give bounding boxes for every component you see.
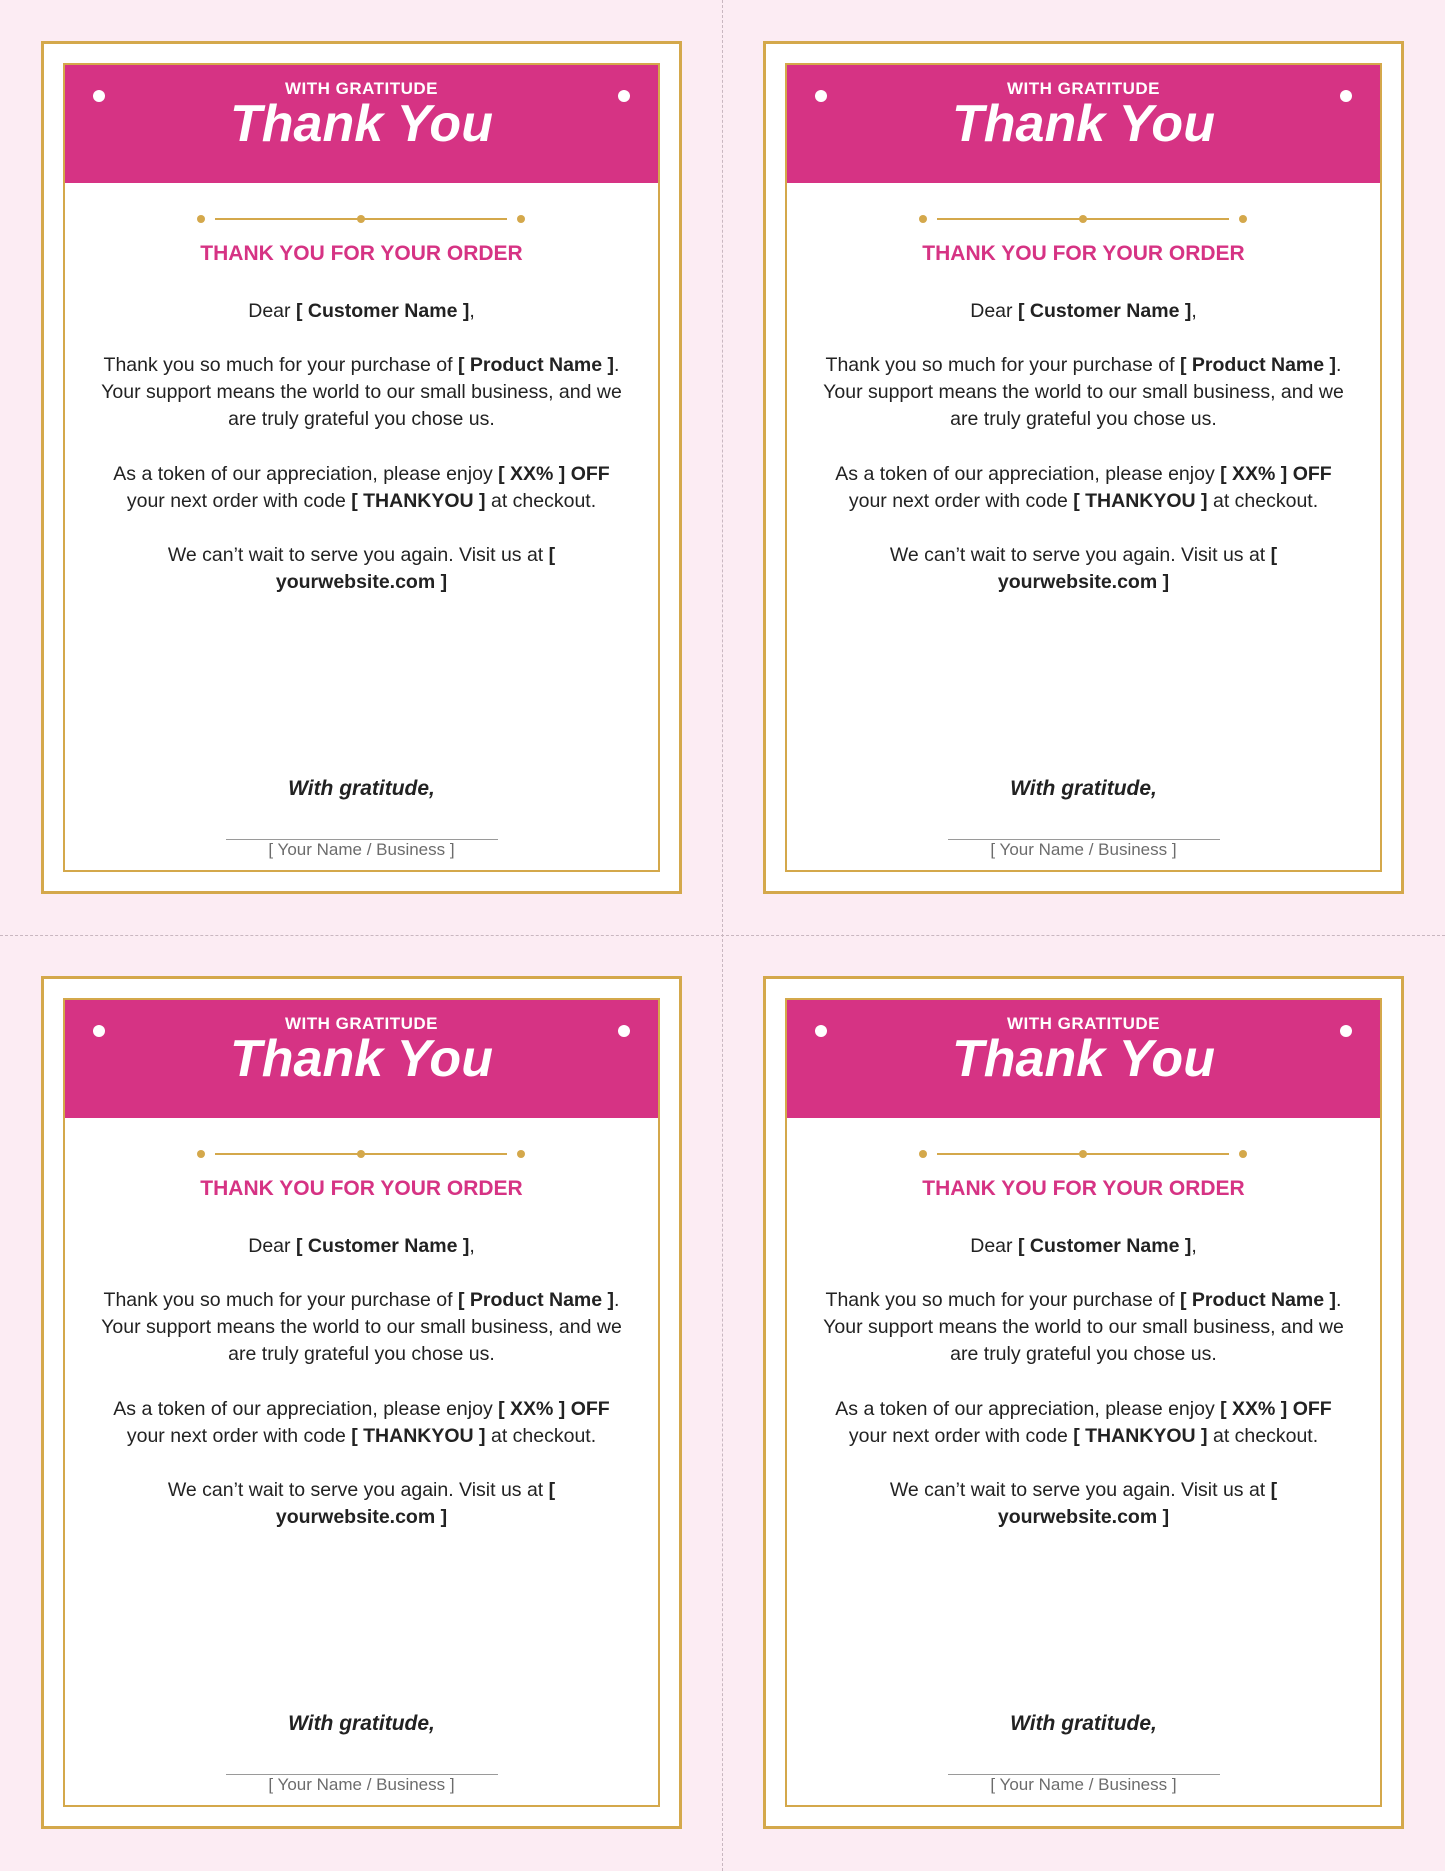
signoff: With gratitude, <box>1010 777 1157 800</box>
greeting-dear: Dear <box>248 300 291 322</box>
discount-code-placeholder: [ THANKYOU ] <box>1073 1425 1208 1447</box>
divider-dot-icon <box>1079 215 1087 223</box>
paragraph-discount-mid: your next order with code <box>848 490 1068 512</box>
discount-placeholder: [ XX% ] OFF <box>498 463 610 485</box>
paragraph-discount <box>817 1396 1350 1450</box>
paragraph-thanks <box>817 1287 1350 1368</box>
product-name-placeholder: [ Product Name ] <box>1179 354 1337 376</box>
divider-dot-icon <box>1239 215 1247 223</box>
paragraph-visit-start: We can’t wait to serve you again. Visit us at <box>889 544 1266 566</box>
greeting-dear: Dear <box>248 1235 291 1257</box>
discount-placeholder: [ XX% ] OFF <box>1220 1398 1332 1420</box>
paragraph-discount-end: at checkout. <box>1212 490 1319 512</box>
signoff: With gratitude, <box>288 1712 435 1735</box>
discount-placeholder: [ XX% ] OFF <box>498 1398 610 1420</box>
greeting-dear: Dear <box>970 300 1013 322</box>
thank-you-card <box>41 976 682 1829</box>
greeting-suffix: , <box>469 300 475 322</box>
discount-placeholder: [ XX% ] OFF <box>1220 463 1332 485</box>
paragraph-discount-mid: your next order with code <box>126 1425 346 1447</box>
divider-dot-icon <box>197 215 205 223</box>
paragraph-thanks-start: Thank you so much for your purchase of <box>825 354 1175 376</box>
paragraph-discount-end: at checkout. <box>490 490 597 512</box>
product-name-placeholder: [ Product Name ] <box>1179 1289 1337 1311</box>
greeting <box>817 298 1350 325</box>
signature-name-placeholder: [ Your Name / Business ] <box>990 1775 1177 1794</box>
greeting-suffix: , <box>1191 1235 1197 1257</box>
banner-eyebrow: WITH GRATITUDE <box>1006 1014 1161 1033</box>
paragraph-visit <box>817 542 1350 596</box>
gold-divider-ornament <box>197 1148 525 1160</box>
paragraph-visit <box>95 542 628 596</box>
paragraph-thanks-start: Thank you so much for your purchase of <box>825 1289 1175 1311</box>
greeting <box>817 1233 1350 1260</box>
banner-eyebrow: WITH GRATITUDE <box>284 79 439 98</box>
website-placeholder: [ yourwebsite.com ] <box>275 544 556 593</box>
card-inner-frame <box>785 998 1382 1807</box>
discount-code-placeholder: [ THANKYOU ] <box>351 1425 486 1447</box>
customer-name-placeholder: [ Customer Name ] <box>1017 1235 1192 1257</box>
thank-you-card <box>41 41 682 894</box>
product-name-placeholder: [ Product Name ] <box>457 354 615 376</box>
greeting <box>95 1233 628 1260</box>
banner-title: Thank You <box>230 1030 493 1088</box>
gold-divider-ornament <box>919 1148 1247 1160</box>
card-banner <box>65 1000 658 1118</box>
card-heading: THANK YOU FOR YOUR ORDER <box>200 242 523 265</box>
paragraph-discount-mid: your next order with code <box>848 1425 1068 1447</box>
website-placeholder: [ yourwebsite.com ] <box>997 544 1278 593</box>
paragraph-thanks-end: . Your support means the world to our small business, and we are truly grateful you chose us. <box>823 354 1344 430</box>
divider-dot-icon <box>1239 1150 1247 1158</box>
banner-title: Thank You <box>952 95 1215 153</box>
paragraph-thanks <box>95 352 628 433</box>
paragraph-discount-mid: your next order with code <box>126 490 346 512</box>
banner-eyebrow: WITH GRATITUDE <box>1006 79 1161 98</box>
paragraph-discount <box>817 461 1350 515</box>
gold-divider-ornament <box>197 213 525 225</box>
paragraph-visit <box>95 1477 628 1531</box>
card-inner-frame <box>63 63 660 872</box>
banner-eyebrow: WITH GRATITUDE <box>284 1014 439 1033</box>
card-heading: THANK YOU FOR YOUR ORDER <box>922 242 1245 265</box>
signoff: With gratitude, <box>288 777 435 800</box>
paragraph-discount-start: As a token of our appreciation, please enjoy <box>113 1398 493 1420</box>
paragraph-thanks-end: . Your support means the world to our small business, and we are truly grateful you chose us. <box>101 354 622 430</box>
paragraph-visit <box>817 1477 1350 1531</box>
card-banner <box>787 1000 1380 1118</box>
card-banner <box>787 65 1380 183</box>
paragraph-thanks-start: Thank you so much for your purchase of <box>103 1289 453 1311</box>
customer-name-placeholder: [ Customer Name ] <box>1017 300 1192 322</box>
paragraph-discount <box>95 1396 628 1450</box>
divider-dot-icon <box>197 1150 205 1158</box>
paragraph-visit-start: We can’t wait to serve you again. Visit us at <box>167 544 544 566</box>
paragraph-thanks-end: . Your support means the world to our small business, and we are truly grateful you chose us. <box>823 1289 1344 1365</box>
website-placeholder: [ yourwebsite.com ] <box>997 1479 1278 1528</box>
discount-code-placeholder: [ THANKYOU ] <box>351 490 486 512</box>
product-name-placeholder: [ Product Name ] <box>457 1289 615 1311</box>
card-heading: THANK YOU FOR YOUR ORDER <box>922 1177 1245 1200</box>
divider-dot-icon <box>517 1150 525 1158</box>
signature-name-placeholder: [ Your Name / Business ] <box>268 1775 455 1794</box>
customer-name-placeholder: [ Customer Name ] <box>295 1235 470 1257</box>
divider-dot-icon <box>919 1150 927 1158</box>
divider-dot-icon <box>1079 1150 1087 1158</box>
signature-name-placeholder: [ Your Name / Business ] <box>990 840 1177 859</box>
customer-name-placeholder: [ Customer Name ] <box>295 300 470 322</box>
paragraph-visit-start: We can’t wait to serve you again. Visit us at <box>167 1479 544 1501</box>
card-heading: THANK YOU FOR YOUR ORDER <box>200 1177 523 1200</box>
greeting <box>95 298 628 325</box>
paragraph-thanks <box>817 352 1350 433</box>
signoff: With gratitude, <box>1010 1712 1157 1735</box>
paragraph-visit-start: We can’t wait to serve you again. Visit us at <box>889 1479 1266 1501</box>
paragraph-thanks-end: . Your support means the world to our small business, and we are truly grateful you chose us. <box>101 1289 622 1365</box>
divider-dot-icon <box>357 215 365 223</box>
card-banner <box>65 65 658 183</box>
paragraph-discount-end: at checkout. <box>1212 1425 1319 1447</box>
discount-code-placeholder: [ THANKYOU ] <box>1073 490 1208 512</box>
greeting-suffix: , <box>1191 300 1197 322</box>
divider-dot-icon <box>919 215 927 223</box>
cut-guide-horizontal <box>0 935 1445 936</box>
paragraph-thanks-start: Thank you so much for your purchase of <box>103 354 453 376</box>
thank-you-card <box>763 41 1404 894</box>
gold-divider-ornament <box>919 213 1247 225</box>
paragraph-discount <box>95 461 628 515</box>
banner-title: Thank You <box>952 1030 1215 1088</box>
website-placeholder: [ yourwebsite.com ] <box>275 1479 556 1528</box>
paragraph-discount-end: at checkout. <box>490 1425 597 1447</box>
divider-dot-icon <box>357 1150 365 1158</box>
card-inner-frame <box>63 998 660 1807</box>
banner-title: Thank You <box>230 95 493 153</box>
greeting-dear: Dear <box>970 1235 1013 1257</box>
paragraph-discount-start: As a token of our appreciation, please enjoy <box>835 1398 1215 1420</box>
paragraph-thanks <box>95 1287 628 1368</box>
divider-dot-icon <box>517 215 525 223</box>
thank-you-card <box>763 976 1404 1829</box>
greeting-suffix: , <box>469 1235 475 1257</box>
paragraph-discount-start: As a token of our appreciation, please enjoy <box>113 463 493 485</box>
paragraph-discount-start: As a token of our appreciation, please enjoy <box>835 463 1215 485</box>
card-inner-frame <box>785 63 1382 872</box>
signature-name-placeholder: [ Your Name / Business ] <box>268 840 455 859</box>
